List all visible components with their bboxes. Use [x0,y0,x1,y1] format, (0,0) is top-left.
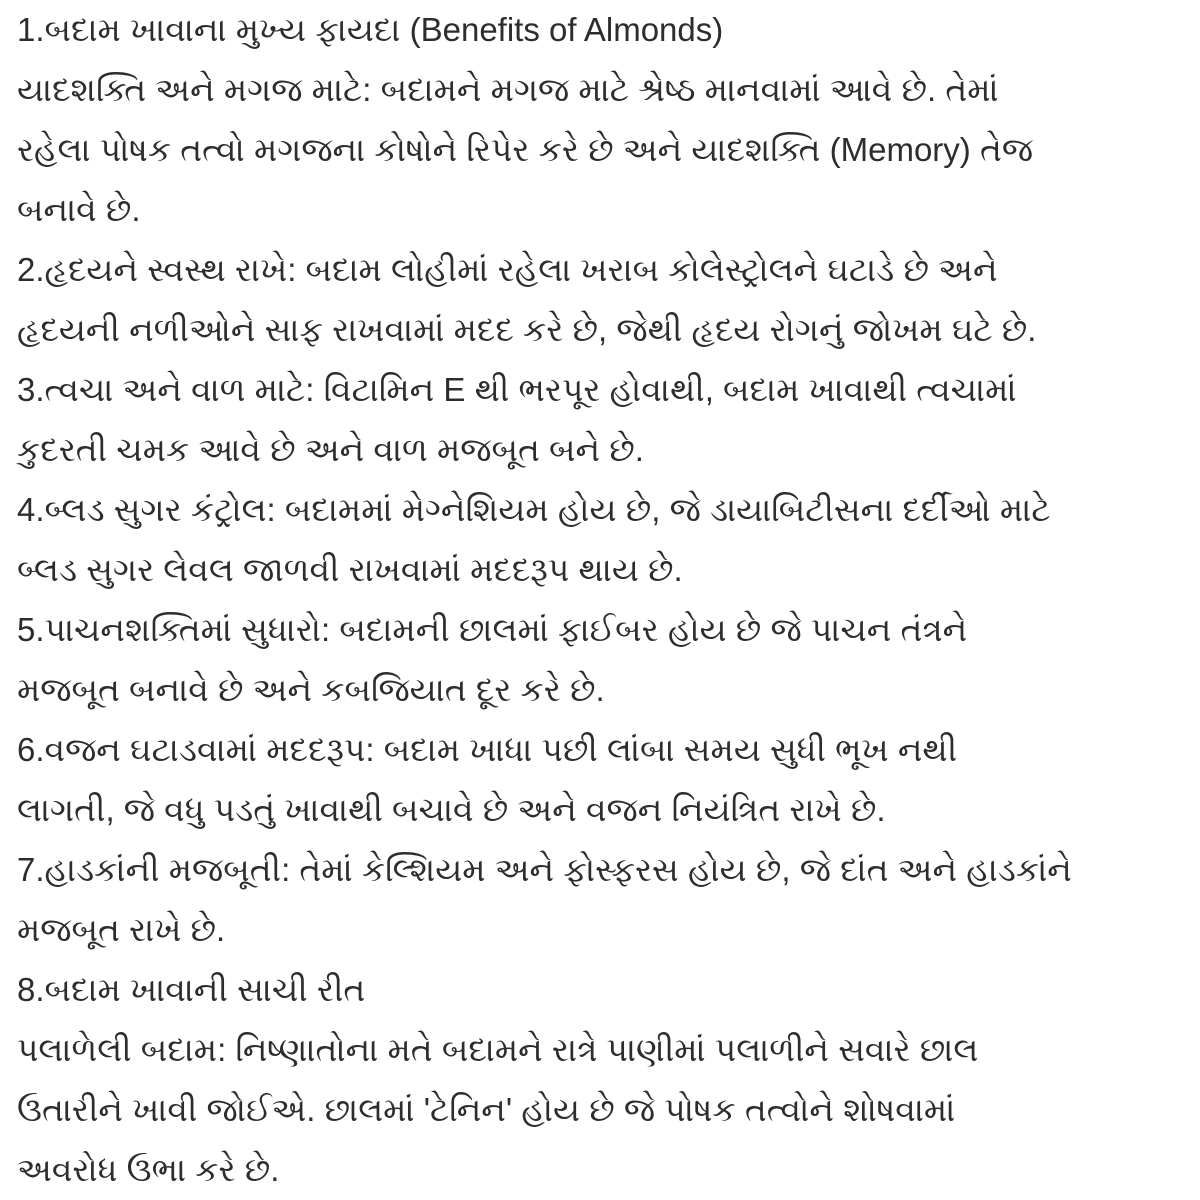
text-line-heading-2: 2.હૃદયને સ્વસ્થ રાખે: બદામ લોહીમાં રહેલા ખરાબ કોલેસ્ટ્રોલને ઘટાડે છે અને [17,251,998,288]
text-line-heading-5: 5.પાચનશક્તિમાં સુધારો: બદામની છાલમાં ફાઈબર હોય છે જે પાચન તંત્રને [17,611,968,648]
text-line: અવરોધ ઉભા કરે છે. [17,1151,280,1188]
text-line: મજબૂત રાખે છે. [17,911,226,948]
text-line: બ્લડ સુગર લેવલ જાળવી રાખવામાં મદદરૂપ થાય છે. [17,551,683,588]
text-line: ઉતારીને ખાવી જોઈએ. છાલમાં 'ટેનિન' હોય છે જે પોષક તત્વોને શોષવામાં [17,1091,956,1128]
text-line-heading-8: 8.બદામ ખાવાની સાચી રીત [17,971,366,1008]
text-line-heading-6: 6.વજન ઘટાડવામાં મદદરૂપ: બદામ ખાધા પછી લાંબા સમય સુધી ભૂખ નથી [17,731,958,768]
text-line: બનાવે છે. [17,191,141,228]
text-line: લાગતી, જે વધુ પડતું ખાવાથી બચાવે છે અને વજન નિયંત્રિત રાખે છે. [17,791,886,828]
text-line: મજબૂત બનાવે છે અને કબજિયાત દૂર કરે છે. [17,671,605,708]
text-line-heading-4: 4.બ્લડ સુગર કંટ્રોલ: બદામમાં મેગ્નેશિયમ હોય છે, જે ડાયાબિટીસના દર્દીઓ માટે [17,491,1051,528]
text-line-heading-3: 3.ત્વચા અને વાળ માટે: વિટામિન E થી ભરપૂર હોવાથી, બદામ ખાવાથી ત્વચામાં [17,371,1017,408]
text-line: કુદરતી ચમક આવે છે અને વાળ મજબૂત બને છે. [17,431,644,468]
text-line: રહેલા પોષક તત્વો મગજના કોષોને રિપેર કરે છે અને યાદશક્તિ (Memory) તેજ [17,131,1034,168]
text-line-heading-1: 1.બદામ ખાવાના મુખ્ય ફાયદા (Benefits of Almonds) [17,11,724,48]
text-line: હૃદયની નળીઓને સાફ રાખવામાં મદદ કરે છે, જેથી હૃદય રોગનું જોખમ ઘટે છે. [17,311,1037,348]
text-line: યાદશક્તિ અને મગજ માટે: બદામને મગજ માટે શ્રેષ્ઠ માનવામાં આવે છે. તેમાં [17,71,999,108]
text-line-heading-7: 7.હાડકાંની મજબૂતી: તેમાં કેલ્શિયમ અને ફોસ્ફરસ હોય છે, જે દાંત અને હાડકાંને [17,851,1072,888]
text-line: પલાળેલી બદામ: નિષ્ણાતોના મતે બદામને રાત્રે પાણીમાં પલાળીને સવારે છાલ [17,1031,979,1068]
